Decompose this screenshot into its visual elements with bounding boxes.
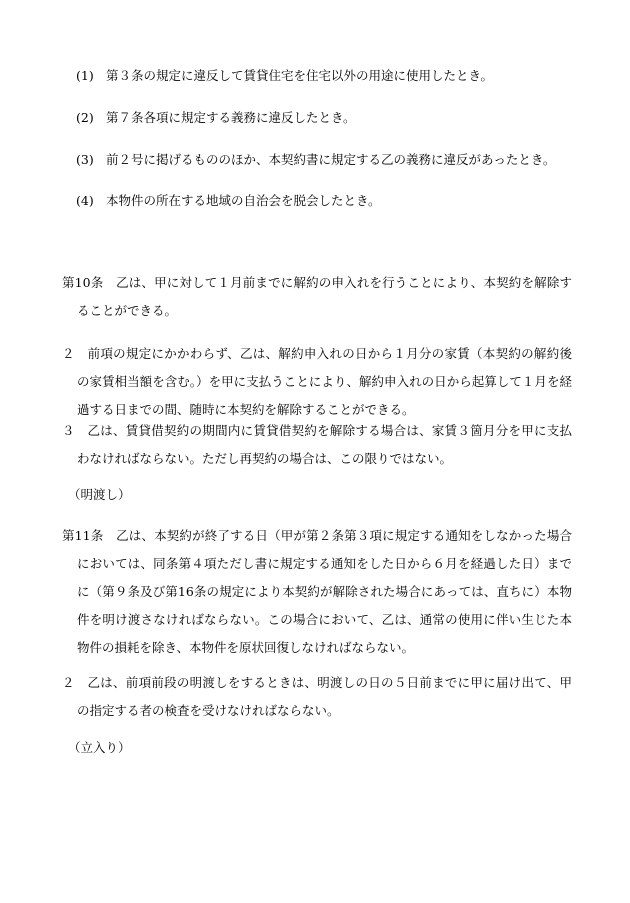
list-item-number: (4) — [76, 193, 94, 208]
list-item-text: 前２号に掲げるもののほか、本契約書に規定する乙の義務に違反があったとき。 — [106, 152, 556, 167]
article-11-paragraph-2: ２ 乙は、前項前段の明渡しをするときは、明渡しの日の５日前までに甲に届け出て、甲の指定する者の検査を受けなければならない。 — [62, 675, 572, 718]
list-item-text: 第３条の規定に違反して賃貸住宅を住宅以外の用途に使用したとき。 — [106, 68, 494, 83]
list-item-number: (1) — [76, 68, 94, 83]
section-heading-tachiiri: （立入り） — [68, 740, 131, 755]
list-item-number: (2) — [76, 110, 94, 125]
article-10-paragraph-1: 第10条 乙は、甲に対して１月前までに解約の申入れを行うことにより、本契約を解除することができる。 — [62, 275, 572, 318]
list-item-text: 第７条各項に規定する義務に違反したとき。 — [106, 110, 356, 125]
article-10-paragraph-2: ２ 前項の規定にかかわらず、乙は、解約申入れの日から１月分の家賃（本契約の解約後の家賃相当額を含む。）を甲に支払うことにより、解約申入れの日から起算して１月を経過する日までの間、随時に本契約を解除することができる。 — [62, 346, 572, 417]
list-item-text: 本物件の所在する地域の自治会を脱会したとき。 — [106, 193, 381, 208]
list-item-number: (3) — [76, 152, 94, 167]
article-11-paragraph-1: 第11条 乙は、本契約が終了する日（甲が第２条第３項に規定する通知をしなかった場合においては、同条第４項ただし書に規定する通知をした日から６月を経過した日）までに（第９条及び第16条の規定により本契約が解除された場合にあっては、直ちに）本物件を明け渡さなければならない。この場合において、乙は、通常の使用に伴い生じた本物件の損耗を除き、本物件を原状回復しなければならない。 — [62, 528, 572, 655]
section-heading-akewatashi: （明渡し） — [68, 487, 131, 502]
article-10-paragraph-3: ３ 乙は、賃貸借契約の期間内に賃貸借契約を解除する場合は、家賃３箇月分を甲に支払わなければならない。ただし再契約の場合は、この限りではない。 — [62, 423, 572, 466]
